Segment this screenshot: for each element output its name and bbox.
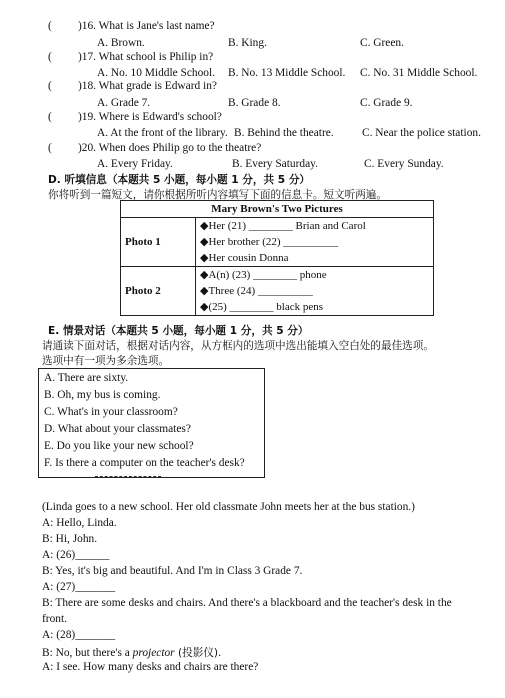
section-e-instruction-2: 选项中有一项为多余选项。	[42, 355, 170, 367]
box-option-b: B. Oh, my bus is coming.	[44, 389, 161, 401]
dialogue-intro: (Linda goes to a new school. Her old classmate John meets her at the bus station.)	[42, 501, 415, 513]
photo-2-label: Photo 2	[121, 267, 196, 316]
option-c: C. No. 31 Middle School.	[360, 67, 478, 79]
section-d-instruction: 你将听到一篇短文，请你根据所听内容填写下面的信息卡。短文听两遍。	[48, 189, 387, 201]
info-card-title: Mary Brown's Two Pictures	[121, 201, 434, 218]
option-c: C. Near the police station.	[362, 127, 481, 139]
box-option-d: D. What about your classmates?	[44, 423, 191, 435]
dialogue-line: B: There are some desks and chairs. And there's a blackboard and the teacher's desk in the	[42, 597, 452, 609]
option-a: A. Grade 7.	[97, 97, 151, 109]
photo-1-details	[196, 218, 434, 267]
dialogue-line: A: I see. How many desks and chairs are there?	[42, 661, 259, 673]
dialogue-line-26: A: (26)______	[42, 549, 110, 561]
answer-paren: (	[48, 20, 52, 32]
projector-gloss: (投影仪).	[174, 647, 222, 659]
answer-paren: (	[48, 51, 52, 63]
dialogue-line: front.	[42, 613, 67, 625]
option-c: C. Grade 9.	[360, 97, 413, 109]
section-e-title: E. 情景对话（本题共 5 小题，每小题 1 分，共 5 分）	[48, 325, 309, 337]
option-b: B. Grade 8.	[228, 97, 281, 109]
box-divider	[95, 476, 161, 477]
option-a: A. Brown.	[97, 37, 145, 49]
dialogue-line-28: A: (28)_______	[42, 629, 116, 641]
option-a: A. At the front of the library.	[97, 127, 228, 139]
photo-2-details	[196, 267, 434, 316]
answer-paren: (	[48, 111, 52, 123]
dialogue-text: B: No, but there's a	[42, 647, 133, 659]
dialogue-line: B: Yes, it's big and beautiful. And I'm in Class 3 Grade 7.	[42, 565, 303, 577]
question-text: )20. When does Philip go to the theatre?	[78, 142, 262, 154]
options-box	[38, 368, 265, 478]
dialogue-line: B: Hi, John.	[42, 533, 98, 545]
blank-25-line: ◆(25) ________ black pens	[200, 301, 324, 313]
option-a: A. Every Friday.	[97, 158, 173, 170]
section-d-title: D. 听填信息（本题共 5 小题，每小题 1 分，共 5 分）	[48, 174, 311, 186]
option-c: C. Every Sunday.	[364, 158, 444, 170]
projector-word: projector	[132, 647, 175, 659]
section-e-instruction: 请通读下面对话，根据对话内容，从方框内的选项中选出能填入空白处的最佳选项。	[42, 340, 434, 352]
box-option-a: A. There are sixty.	[44, 372, 129, 384]
dialogue-line-projector	[42, 645, 221, 660]
info-card-table	[120, 200, 434, 316]
box-option-f: F. Is there a computer on the teacher's desk?	[44, 457, 245, 469]
box-option-c: C. What's in your classroom?	[44, 406, 178, 418]
photo-1-label: Photo 1	[121, 218, 196, 267]
blank-24-line: ◆Three (24) __________	[200, 285, 313, 297]
option-b: B. King.	[228, 37, 267, 49]
answer-paren: (	[48, 80, 52, 92]
blank-22-line: ◆Her brother (22) __________	[200, 236, 339, 248]
question-text: )16. What is Jane's last name?	[78, 20, 215, 32]
blank-21-line: ◆Her (21) ________ Brian and Carol	[200, 220, 366, 232]
option-b: B. Every Saturday.	[232, 158, 318, 170]
option-c: C. Green.	[360, 37, 404, 49]
box-option-e: E. Do you like your new school?	[44, 440, 194, 452]
dialogue-line: A: Hello, Linda.	[42, 517, 117, 529]
option-b: B. Behind the theatre.	[234, 127, 334, 139]
question-text: )18. What grade is Edward in?	[78, 80, 217, 92]
question-text: )19. Where is Edward's school?	[78, 111, 222, 123]
dialogue-line-27: A: (27)_______	[42, 581, 116, 593]
option-b: B. No. 13 Middle School.	[228, 67, 346, 79]
answer-paren: (	[48, 142, 52, 154]
question-text: )17. What school is Philip in?	[78, 51, 214, 63]
blank-23-line: ◆A(n) (23) ________ phone	[200, 269, 327, 281]
cousin-line: ◆Her cousin Donna	[200, 252, 289, 264]
option-a: A. No. 10 Middle School.	[97, 67, 216, 79]
